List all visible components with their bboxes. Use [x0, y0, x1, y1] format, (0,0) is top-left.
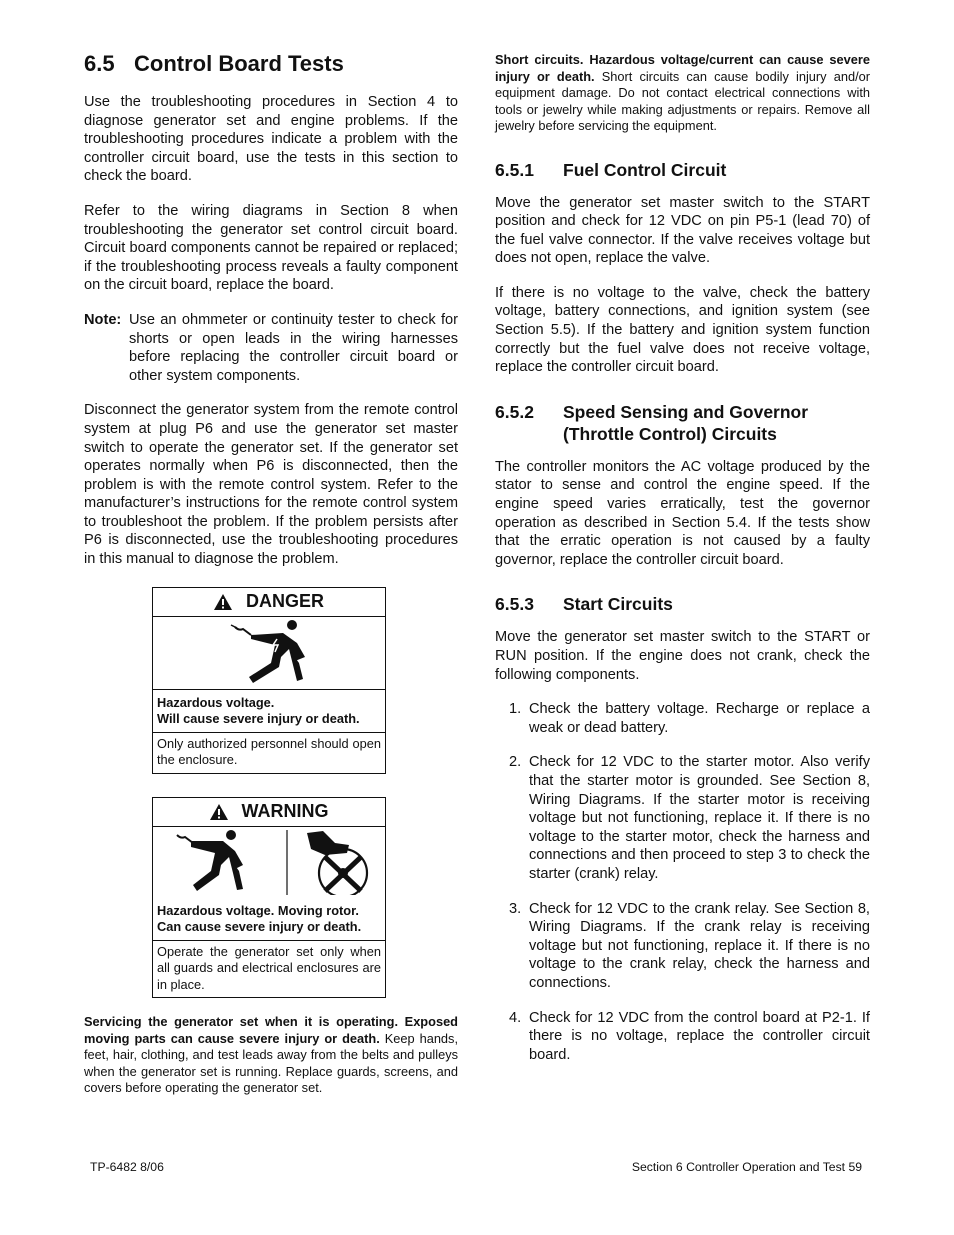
- list-item: [495, 900, 870, 993]
- note-text: Use an ohmmeter or continuity tester to check for shorts or open leads in the wiring harnesses before replacing the controller circuit board or other system components.: [129, 311, 458, 384]
- list-item: [495, 753, 870, 883]
- danger-box: [152, 587, 386, 774]
- subsection2-paragraph-1: The controller monitors the AC voltage produced by the stator to sense and control the engine speed. If the engine speed varies erratically, test the governor operation as described in Section 5.4. If the tests show that the erratic operation is not caused by a faulty governor, replace the controller circuit board.: [495, 458, 870, 568]
- warning-label: WARNING: [241, 801, 329, 822]
- subsection-number-1: 6.5.1: [495, 159, 534, 180]
- short-circuits-notice-bold: Short circuits. Hazardous voltage/current can cause severe injury or death.: [495, 52, 870, 84]
- step-text: Check for 12 VDC to the crank relay. See Section 8, Wiring Diagrams. If the crank relay is receiving voltage but not functioning, replace it. If there is no voltage to the crank relay, check the harness and connections.: [529, 900, 870, 991]
- subsection-number-3: 6.5.3: [495, 594, 534, 615]
- list-item: [495, 700, 870, 737]
- subsection1-paragraph-1: Move the generator set master switch to the START position and check for 12 VDC on pin P5-1 (lead 70) of the fuel valve connector. If the valve receives voltage but does not open, replace the valve.: [495, 194, 870, 267]
- subsection1-paragraph-2: If there is no voltage to the valve, check the battery voltage, battery connections, and ignition system (see Section 5.5). If the battery and ignition system function correctly but the fuel valve does not receive voltage, replace the controller circuit board.: [495, 284, 870, 376]
- section-title: Control Board Tests: [134, 51, 344, 76]
- servicing-notice: [84, 1014, 458, 1097]
- footer-right: Section 6 Controller Operation and Test 59: [631, 1160, 862, 1174]
- short-circuits-notice-text: Short circuits can cause bodily injury and/or equipment damage. Do not contact electrical connections with tools or jewelry while making adjustments or repairs. Remove all jewelry before servicing the equipment.: [495, 68, 870, 133]
- section-heading: [84, 50, 458, 78]
- list-item: [495, 1009, 870, 1065]
- warning-caption-rotor: Moving rotor.: [277, 902, 359, 918]
- step-text: Check for 12 VDC from the control board at P2-1. If there is no voltage, replace the controller circuit board.: [529, 1009, 870, 1063]
- step-text: Check the battery voltage. Recharge or replace a weak or dead battery.: [529, 701, 870, 736]
- footer-left: TP-6482 8/06: [90, 1160, 164, 1174]
- note-label: Note:: [84, 311, 122, 328]
- subsection-heading-2: [495, 401, 870, 445]
- warning-caption: [153, 895, 385, 936]
- subsection3-paragraph-1: Move the generator set master switch to the START or RUN position. If the engine does not crank, check the following components.: [495, 629, 870, 683]
- subsection-title-3: Start Circuits: [563, 594, 673, 615]
- section-paragraph-3: Disconnect the generator system from the remote control system at plug P6 and use the generator set master switch to operate the generator set. If the generator set operates normally when P6 is disconnected, then the problem is with the remote control system. Refer to the manufacturer’s instructions for the remote control system to troubleshoot the problem. If the problem persists after P6 is disconnected, use the troubleshooting procedures in this manual to diagnose the problem.: [84, 402, 458, 568]
- warning-pictograms: [153, 827, 385, 895]
- step-number: 2.: [509, 754, 522, 771]
- danger-caption-line1: Hazardous voltage.: [157, 694, 275, 710]
- danger-description: Only authorized personnel should open the enclosure.: [157, 735, 381, 768]
- servicing-notice-text: Keep hands, feet, hair, clothing, and test leads away from the belts and pulleys when the generator set is running. Replace guards, screens, and covers before operating the generator set.: [84, 1030, 459, 1096]
- warning-description: Operate the generator set only when all guards and electrical enclosures are in place.: [157, 943, 381, 992]
- servicing-notice-bold: Servicing the generator set when it is operating. Exposed moving parts can cause severe injury or death.: [84, 1014, 458, 1046]
- section-paragraph-1: Use the troubleshooting procedures in Section 4 to diagnose generator set and engine problems. If the troubleshooting procedures indicate a problem with the controller circuit board, use the tests in this section to check the board.: [84, 94, 458, 185]
- short-circuits-notice: [495, 52, 870, 135]
- step-number: 3.: [509, 900, 522, 917]
- subsection-heading-3: [495, 593, 870, 615]
- subsection-heading-1: [495, 159, 870, 181]
- danger-label: DANGER: [245, 591, 324, 612]
- right-column: [495, 52, 870, 1080]
- note: [84, 311, 458, 385]
- section-number: 6.5: [84, 51, 115, 76]
- subsection-title-1: Fuel Control Circuit: [563, 159, 727, 180]
- step-number: 4.: [509, 1009, 522, 1026]
- electric-shock-icon: [153, 617, 387, 689]
- start-circuit-steps: [495, 700, 870, 1064]
- warning-caption-line1: [157, 903, 381, 920]
- step-number: 1.: [509, 701, 522, 718]
- subsection-number-2: 6.5.2: [495, 401, 534, 422]
- danger-header: [153, 588, 385, 617]
- warning-box: [152, 797, 386, 999]
- warning-caption-voltage: Hazardous voltage.: [157, 902, 275, 918]
- left-column: [84, 50, 458, 1113]
- danger-caption: [153, 690, 385, 728]
- warning-triangle-icon: [214, 594, 232, 610]
- danger-caption-line2: Will cause severe injury or death.: [157, 711, 360, 727]
- warning-caption-line2: Can cause severe injury or death.: [157, 919, 362, 935]
- electrocution-pictogram: [153, 617, 385, 690]
- subsection-title-2: Speed Sensing and Governor (Throttle Control) Circuits: [563, 401, 809, 444]
- warning-triangle-icon: [210, 804, 228, 820]
- section-paragraph-2: Refer to the wiring diagrams in Section 8 when troubleshooting the generator set control circuit board. Circuit board components cannot be repaired or replaced; if the troubleshooting process reveals a faulty component on the circuit board, replace the board.: [84, 202, 458, 294]
- warning-header: [153, 798, 385, 827]
- step-text: Check for 12 VDC to the starter motor. Also verify that the starter motor is grounded. See Section 8, Wiring Diagrams. If the starter motor is receiving voltage but not functioning, replace it. If there is no voltage to the starter motor, check the harness and connections and then proceed to step 3 to check the starter (crank) relay.: [529, 754, 870, 882]
- electric-shock-icon: [153, 827, 387, 895]
